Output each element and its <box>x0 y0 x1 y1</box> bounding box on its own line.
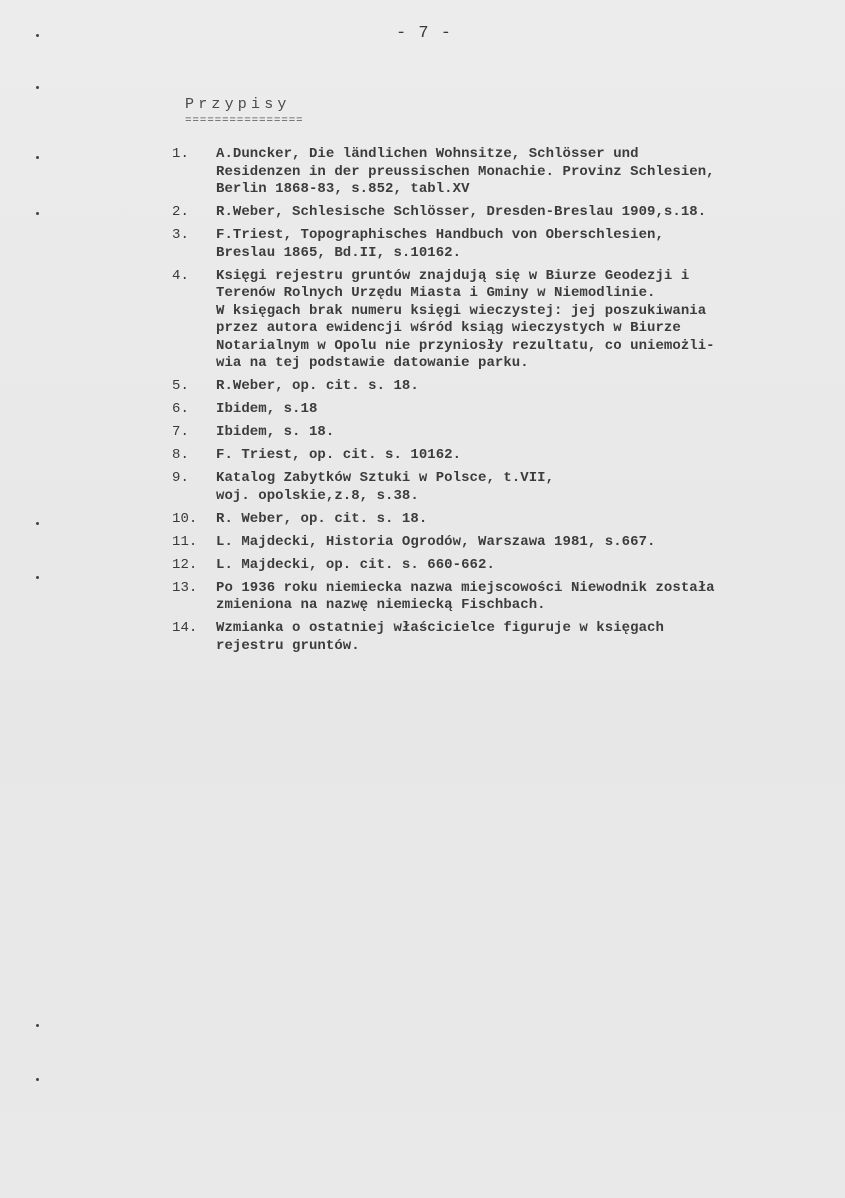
footnote-number: 6. <box>172 401 189 417</box>
binding-hole-mark <box>36 576 39 579</box>
binding-hole-mark <box>36 1078 39 1081</box>
footnote-item <box>172 146 822 199</box>
footnote-item <box>172 620 822 655</box>
footnote-item <box>172 470 822 505</box>
binding-hole-mark <box>36 156 39 159</box>
footnote-number: 10. <box>172 510 198 527</box>
footnote-number: 14. <box>172 620 198 636</box>
footnote-text: A.Duncker, Die ländlichen Wohnsitze, Schlösser und Residenzen in der preussischen Monachie. Provinz Schlesien, Berlin 1868-83, s.852, tabl.XV <box>216 146 715 197</box>
footnote-item <box>172 424 822 442</box>
footnote-text: Księgi rejestru gruntów znajdują się w Biurze Geodezji i Terenów Rolnych Urzędu Miasta i Gminy w Niemodlinie. W księgach brak numeru księgi wieczystej: jej poszukiwania przez autora ewidencji wśród ksiąg wieczystych w Biurze Notarialnym w Opolu nie przyniosły rezultatu, co uniemożli- wia na tej podstawie datowanie parku. <box>216 267 715 371</box>
footnote-number: 9. <box>172 470 189 486</box>
footnote-number: 7. <box>172 424 189 440</box>
footnote-number: 3. <box>172 227 189 243</box>
footnote-text: L. Majdecki, op. cit. s. 660-662. <box>216 556 495 573</box>
footnote-number: 13. <box>172 579 198 596</box>
footnote-item <box>172 511 822 529</box>
footnote-text: F.Triest, Topographisches Handbuch von Oberschlesien, Breslau 1865, Bd.II, s.10162. <box>216 227 664 261</box>
footnote-item <box>172 557 822 575</box>
footnote-number: 5. <box>172 378 189 394</box>
footnote-text: R.Weber, op. cit. s. 18. <box>216 378 419 394</box>
binding-hole-mark <box>36 1024 39 1027</box>
footnote-item <box>172 534 822 552</box>
footnote-text: R.Weber, Schlesische Schlösser, Dresden-Breslau 1909,s.18. <box>216 204 707 220</box>
footnote-number: 2. <box>172 204 189 220</box>
footnote-list <box>172 146 822 661</box>
footnote-item <box>172 268 822 373</box>
footnote-number: 8. <box>172 447 189 463</box>
binding-hole-mark <box>36 86 39 89</box>
binding-hole-mark <box>36 522 39 525</box>
footnote-text: R. Weber, op. cit. s. 18. <box>216 510 428 527</box>
footnote-item <box>172 378 822 396</box>
footnote-number: 4. <box>172 267 189 284</box>
footnote-number: 11. <box>172 533 198 550</box>
footnote-text: Ibidem, s. 18. <box>216 424 335 440</box>
footnote-item <box>172 401 822 419</box>
section-heading: Przypisy <box>185 96 291 113</box>
binding-hole-mark <box>36 212 39 215</box>
binding-hole-mark <box>36 34 39 37</box>
footnote-text: Ibidem, s.18 <box>216 401 318 417</box>
footnote-item <box>172 227 822 262</box>
heading-underline: ================ <box>185 115 304 127</box>
footnote-item <box>172 580 822 615</box>
footnote-text: Katalog Zabytków Sztuki w Polsce, t.VII, woj. opolskie,z.8, s.38. <box>216 470 555 504</box>
footnote-number: 12. <box>172 556 198 573</box>
footnote-text: Wzmianka o ostatniej właścicielce figuruje w księgach rejestru gruntów. <box>216 620 664 654</box>
footnote-number: 1. <box>172 146 189 162</box>
footnote-item <box>172 204 822 222</box>
footnote-text: Po 1936 roku niemiecka nazwa miejscowości Niewodnik została zmieniona na nazwę niemiecką Fischbach. <box>216 579 715 613</box>
footnote-item <box>172 447 822 465</box>
footnote-text: L. Majdecki, Historia Ogrodów, Warszawa 1981, s.667. <box>216 533 656 550</box>
footnote-text: F. Triest, op. cit. s. 10162. <box>216 447 462 463</box>
page-number: - 7 - <box>396 24 453 43</box>
